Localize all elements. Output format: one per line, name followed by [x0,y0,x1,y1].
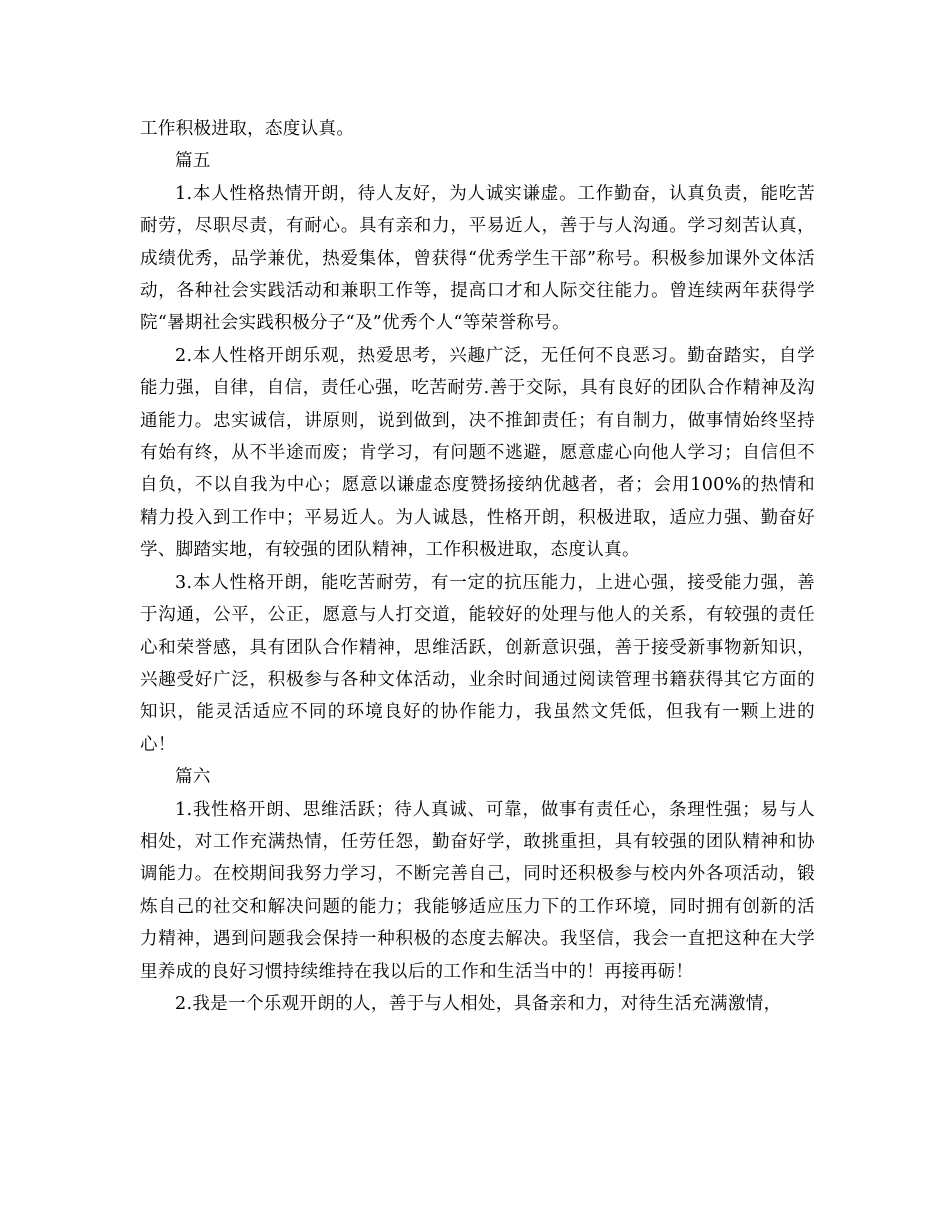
section5-paragraph-1: 1.本人性格热情开朗，待人友好，为人诚实谦虚。工作勤奋，认真负责，能吃苦耐劳，尽职尽责，有耐心。具有亲和力，平易近人，善于与人沟通。学习刻苦认真，成绩优秀，品学兼优，热爱集体，曾获得“优秀学生干部”称号。积极参加课外文体活动，各种社会实践活动和兼职工作等，提高口才和人际交往能力。曾连续两年获得学院“暑期社会实践积极分子“及”优秀个人“等荣誉称号。 [140,183,815,334]
continuation-paragraph: 工作积极进取，态度认真。 [140,119,355,139]
section-heading-5: 篇五 [175,151,211,172]
document-body [140,113,815,1020]
section6-paragraph-1: 1.我性格开朗、思维活跃；待人真诚、可靠，做事有责任心，条理性强；易与人相处，对工作充满热情，任劳任怨，勤奋好学，敢挑重担，具有较强的团队精神和协调能力。在校期间我努力学习，不断完善自己，同时还积极参与校内外各项活动，锻炼自己的社交和解决问题的能力；我能够适应压力下的工作环境，同时拥有创新的活力精神，遇到问题我会保持一种积极的态度去解决。我坚信，我会一直把这种在大学里养成的良好习惯持续维持在我以后的工作和生活当中的！再接再砺！ [140,799,815,982]
section5-paragraph-2: 2.本人性格开朗乐观，热爱思考，兴趣广泛，无任何不良恶习。勤奋踏实，自学能力强，自律，自信，责任心强，吃苦耐劳.善于交际，具有良好的团队合作精神及沟通能力。忠实诚信，讲原则，说到做到，决不推卸责任；有自制力，做事情始终坚持有始有终，从不半途而废；肯学习，有问题不逃避，愿意虚心向他人学习；自信但不自负，不以自我为中心；愿意以谦虚态度赞扬接纳优越者，者；会用100%的热情和精力投入到工作中；平易近人。为人诚恳，性格开朗，积极进取，适应力强、勤奋好学、脚踏实地，有较强的团队精神，工作积极进取，态度认真。 [140,345,815,561]
section-heading-6: 篇六 [175,767,211,788]
section5-paragraph-3: 3.本人性格开朗，能吃苦耐劳，有一定的抗压能力，上进心强，接受能力强，善于沟通，公平，公正，愿意与人打交道，能较好的处理与他人的关系，有较强的责任心和荣誉感，具有团队合作精神，思维活跃，创新意识强，善于接受新事物新知识，兴趣受好广泛，积极参与各种文体活动，业余时间通过阅读管理书籍获得其它方面的知识，能灵活适应不同的环境良好的协作能力，我虽然文凭低，但我有一颗上进的心！ [140,572,815,755]
section6-paragraph-2: 2.我是一个乐观开朗的人，善于与人相处，具备亲和力，对待生活充满激情， [175,993,782,1014]
